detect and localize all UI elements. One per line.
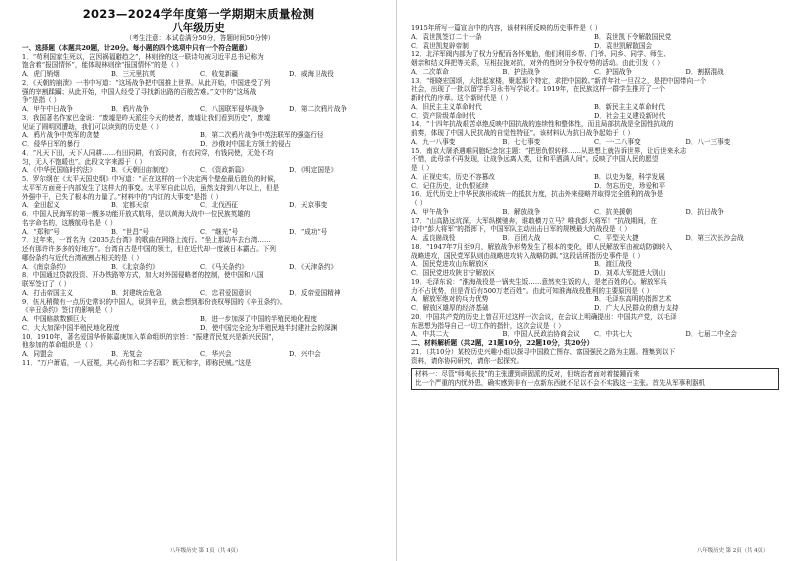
page-footer-2: 八年级历史 第 2页（共 4页） <box>697 548 769 554</box>
answer-option: B．百团大战 <box>502 234 541 242</box>
answer-option: D．《明定国是》 <box>289 166 338 175</box>
material-line: 材料一：尽管“师夷长技”的主张遭到顽固派的反对，但统治者面对着接踵而来 <box>415 370 640 379</box>
answer-options <box>411 330 777 339</box>
question-line: 1915年所写一篇宣言中的内容，该材料所反映的历史事件是（ ） <box>411 24 602 32</box>
answer-option: D．勿忘历史，珍爱和平 <box>594 181 666 190</box>
answer-option: A．虎门销烟 <box>22 70 60 78</box>
question-line: 《辛丑条约》签订的影响是（ ） <box>22 306 117 315</box>
answer-options <box>22 289 378 298</box>
answer-option: C．八国联军侵华战争 <box>200 105 265 113</box>
answer-options <box>411 295 777 304</box>
answer-option: A．袁世凯签订二十一条 <box>411 32 482 41</box>
answer-options <box>22 228 378 237</box>
answer-option: B．毛泽东高明的指挥艺术 <box>594 295 672 304</box>
answer-option: A．甲午战争 <box>411 207 449 216</box>
section-heading: 二、材料解析题（共2题，21题10分，22题10分，共20分） <box>411 339 594 347</box>
answer-options <box>411 103 777 112</box>
answer-option: B．封建统治危急 <box>111 288 163 297</box>
question-line: 17．“山高路远坑深，大军纵横驰奔，谁敢横刀立马？唯我彭大将军！”抗战期间，在 <box>411 216 657 225</box>
question-line: 匀，无人不饱暖也”。此段文字来源于（ ） <box>22 157 147 166</box>
question-line: 1．“苟利国家生死以，岂因祸福避趋之”，林则徐的这一联诗句被习近平总书记称为 <box>22 52 264 61</box>
question-line: 7．过年来，一首名为《2035去台湾》的歌曲在网络上流行。“坐上那动车去台湾…… <box>22 236 271 245</box>
answer-option: A．甲午中日战争 <box>22 105 73 113</box>
answer-option: C．《马关条约》 <box>200 262 248 271</box>
question-line: 见证了圆明园遭劫，我们可以读到的历史是（ ） <box>22 122 163 131</box>
answer-options <box>411 208 777 217</box>
question-line: 前奏，体现了中国人民抗战的自觉性特征”。该材料认为抗日战争起始于（ ） <box>411 129 635 137</box>
answer-option: C．平型关大捷 <box>594 234 639 242</box>
answer-options <box>411 112 777 121</box>
answer-options <box>22 201 378 210</box>
question-line: 太平军方面竟于内部发生了这样大的事变。太平军自此以后，虽然支持到八年以上，但是 <box>22 183 280 192</box>
answer-option: B．《天朝田亩制度》 <box>111 166 172 175</box>
answer-option: A．九一八事变 <box>411 137 456 146</box>
question-line: 10．1910年，著名爱国华侨陈嘉庚加入革命组织的宗旨：“振建青民复兴是新兴民国”， <box>22 332 279 341</box>
question-line: 还有那许许多多的好地方”。台湾自古是中国的领土，但在近代却一度被日本霸占。下列 <box>22 245 276 253</box>
question-line: 19．毛泽东说：“淮海战役是一锅夹生饭……意然夹生饭的人，是老百姓的心。解放军兵 <box>411 277 667 286</box>
answer-options <box>22 315 378 324</box>
question-line: 18．“1947年7月至9月，解放战争形势发生了根本的变化，即人民解放军由被动防御转入 <box>411 242 673 251</box>
answer-option: B．进一步加深了中国的半殖民地化程度 <box>200 315 317 323</box>
answer-options <box>22 105 378 114</box>
answer-option: A．中国赔款数额巨大 <box>22 315 87 323</box>
answer-option: A．同盟会 <box>22 350 54 358</box>
answer-options <box>22 324 378 333</box>
page-2 <box>397 0 794 561</box>
answer-option: A．正视史实，历史不容篡改 <box>411 172 495 181</box>
answer-option: C．中共七大 <box>594 330 633 339</box>
answer-option: C．记住历史，让仇恨延续 <box>411 181 489 190</box>
question-line: 不惜，此母亲不再发现，让战争远离人类，让和平洒满人间”。反映了中国人民的愿望 <box>411 155 659 164</box>
answer-option: B．定都天京 <box>111 201 149 210</box>
answer-option: A．《中华民国临时约法》 <box>22 166 96 175</box>
answer-option: C．《资政新篇》 <box>200 166 248 175</box>
answer-options <box>411 234 777 243</box>
question-line: 诗中“彭大将军”的指挥下，中国军队主动出击日军的规模最大的战役是（ ） <box>411 225 631 234</box>
answer-option: D．“成功”号 <box>289 227 328 236</box>
answer-option: D．《天津条约》 <box>289 262 338 271</box>
answer-option: D．威海卫战役 <box>289 70 334 78</box>
answer-option: B．袁世凯下令解散国民党 <box>594 32 672 41</box>
answer-options <box>411 138 777 147</box>
answer-option: D．社会主义建设新时代 <box>594 111 666 120</box>
question-line: 东思想为指导自己一切工作的指针，这次会议是（ ） <box>411 321 565 330</box>
answer-options <box>22 140 378 149</box>
answer-option: B．新民主主义革命时代 <box>594 102 665 111</box>
answer-option: D．第二次鸦片战争 <box>289 105 348 113</box>
answer-option: B．护法战争 <box>502 67 541 76</box>
answer-option: D．使中国完全沦为半殖民地半封建社会的深渊 <box>200 323 338 332</box>
answer-option: C．收复新疆 <box>200 70 239 78</box>
answer-option: D．袁世凯解散国会 <box>594 41 653 50</box>
question-line: 20．中国共产党的历史上曾召开过这样一次会议，在会议上明确提出：中国共产党，以毛泽 <box>411 312 677 321</box>
answer-option: D．沙俄对中国北方领土的侵占 <box>200 140 292 148</box>
answer-option: C．资产阶级革命时代 <box>411 111 476 120</box>
question-line: 9．伍凡稍微有一点历史常识的中国人，说到辛丑，就会想到那份丧权辱国的《辛丑条约》。 <box>22 297 287 306</box>
answer-option: A．孟良崮战役 <box>411 234 456 242</box>
question-line: 13．“细晓宏国颂，大批起家楼，聚起那个特定，求把中国救。”新青年社一旦召之，是把中国带向一个 <box>411 76 707 85</box>
question-line: 12．北洋军阀内部为了权力分配而各怀鬼胎，他们利用乡帮、门爷、同乡、同学、师生、 <box>411 50 670 59</box>
answer-option: D．天京事变 <box>289 201 328 210</box>
question-line: 战略进攻，国民党军队则由战略进攻转入战略防御。”这段话所指历史事件是（ ） <box>411 251 644 260</box>
answer-option: B．三元里抗英 <box>111 70 156 78</box>
answer-options <box>22 131 378 140</box>
answer-option: A．国民党进攻山东解放区 <box>411 260 489 269</box>
answer-option: C．护国战争 <box>594 67 633 76</box>
question-line: 2．《天朝的崩溃》一书中写道：“这场战争把中国推上世界。从此开始，中国进受了列 <box>22 78 271 87</box>
answer-option: A．解放军绝对的兵力优势 <box>411 295 489 304</box>
question-line: 社会，出现了一批以留学手习永书写学说才。1919年，在民族这样一群学生推开了一个 <box>411 85 666 94</box>
answer-options <box>411 269 777 278</box>
page-footer-1: 八年级历史 第 1页（共 4页） <box>170 548 242 554</box>
exam-title: 2023—2024学年度第一学期期末质量检测 <box>82 7 315 21</box>
answer-option: D．八一三事变 <box>685 137 731 146</box>
answer-option: A．旧民主主义革命时代 <box>411 102 482 111</box>
answer-option: D．第三次长沙会战 <box>685 234 744 242</box>
answer-option: C．北伐西征 <box>200 201 239 210</box>
answer-option: A．打击帝国主义 <box>22 288 73 297</box>
answer-option: D．刘邓大军挺进大别山 <box>594 269 666 277</box>
answer-option: C．侵华日军的暴行 <box>22 140 80 148</box>
answer-option: B．光复会 <box>111 350 143 358</box>
answer-option: C．一·二八事变 <box>594 137 641 146</box>
answer-option: D．反帝爱国精神 <box>289 288 341 297</box>
answer-option: C．抗美援朝 <box>594 207 633 216</box>
answer-option: C．解放区雄厚的经济基础 <box>411 304 489 312</box>
answer-option: B．中国人民政治协商会议 <box>502 330 580 339</box>
answer-options <box>22 263 378 272</box>
answer-options <box>411 68 777 77</box>
question-line: 新时代的序章。这个新时代是（ ） <box>411 94 513 102</box>
answer-option: C．大大加深中国半殖民地化程度 <box>22 323 120 332</box>
question-line: （ ） <box>411 199 427 207</box>
answer-options <box>411 33 777 42</box>
answer-option: D．割据混战 <box>685 67 724 76</box>
question-line: 6．中国人民海军的第一艘多功能开放式航母，是以黄海大战中一位民族英雄的 <box>22 210 251 218</box>
answer-option: A．鸦片战争中英军的贪婪 <box>22 131 100 140</box>
question-line: 21．（共10分）某校历史兴趣小组以探寻中国救亡图存、富国强民之路为主题。搜集到以下 <box>411 347 676 356</box>
material-box <box>411 368 779 390</box>
question-line: 外强中干，已失了根本的力量了。”材料中的“内讧的大事变”是指（ ） <box>22 192 223 201</box>
answer-options <box>22 350 378 359</box>
answer-option: C．国民党进攻陕甘宁解放区 <box>411 269 496 277</box>
answer-option: A．二次革命 <box>411 67 449 76</box>
answer-option: B．《北京条约》 <box>111 262 159 271</box>
answer-options <box>411 182 777 191</box>
question-line: 饱含着“报国情怀”，能体现林则徐“报国情怀”的是（ ） <box>22 61 183 70</box>
answer-option: A．中共二大 <box>411 330 449 339</box>
right-question-column <box>411 24 777 390</box>
answer-option: B．解放战争 <box>502 207 541 216</box>
answer-option: D．抗日战争 <box>685 207 724 216</box>
question-line: 14．“十四年抗战艰苦卓绝反映中国抗战的连续性和整体性，而且局部抗战是全国性抗战的 <box>411 120 674 129</box>
answer-option: B．鸦片战争 <box>111 105 149 113</box>
answer-option: C．“继光”号 <box>200 227 239 236</box>
answer-options <box>22 70 378 79</box>
answer-options <box>411 260 777 269</box>
question-line: 3．我国著名作家巴金说：“废墟是昨天派往今天的使者，废墟让我们看到历史”，废墟 <box>22 113 271 122</box>
question-line: 16．近代历史上中华民族形成统一的抵抗力度，抗击外来侵略并取得完全胜利的战争是 <box>411 190 664 199</box>
question-line: 争”是指（ ） <box>22 96 61 105</box>
answer-options <box>22 166 378 175</box>
answer-option: B．第二次鸦片战争中英法联军的强盗行径 <box>200 131 324 140</box>
answer-option: D．七届二中全会 <box>685 330 737 339</box>
answer-option: B．渡江战役 <box>594 260 632 269</box>
question-line: 5．罗尔纲在《太平天国史纲》中写道：“正在这样的一个决定两个壁垒最后胜负的时候， <box>22 175 281 183</box>
question-line: 姻亲和结义拜把等关系，互相拉拢对抗，对外的性时分争权夺势的活动。由此引发（ ） <box>411 59 664 67</box>
question-line: 资料，请你协同研究，请你一起探究。 <box>411 356 524 365</box>
left-question-column <box>22 34 378 368</box>
question-line: 他参加的革命组织是（ ） <box>22 341 97 350</box>
question-line: 8．中国通过贷款投资、开办铁路等方式，加大对外国侵略者的控制，使中国和八国 <box>22 271 264 280</box>
answer-option: C．忠君爱国意识 <box>200 288 252 297</box>
exam-subject: 八年级历史 <box>172 22 225 34</box>
question-line: 联军签订了（ ） <box>22 280 71 288</box>
answer-option: A．《南京条约》 <box>22 262 70 271</box>
material-line: 比一个严重的内忧外患，确实感到非有一点新东西就不足以不会不实践这一主张。首先从军事利器机 <box>415 379 706 387</box>
question-line: 哪份条约与近代台湾被割占相关的是（ ） <box>22 253 143 262</box>
answer-option: D．广大人民群众的鼎力支持 <box>594 304 679 312</box>
answer-option: C．华兴会 <box>200 350 232 358</box>
answer-option: D．兴中会 <box>289 350 321 358</box>
answer-option: B．以史为鉴，科学发展 <box>594 172 665 181</box>
answer-option: C．袁世凯复辟帝制 <box>411 41 469 50</box>
question-line: 名字命名的，这艘航母名是（ ） <box>22 218 117 227</box>
answer-option: A．金田起义 <box>22 201 60 210</box>
answer-option: A．“郑和”号 <box>22 227 60 236</box>
section-heading: 一、选择题（本题共20题，计20分。每小题的四个选项中只有一个符合题意） <box>22 43 252 52</box>
answer-options <box>411 173 777 182</box>
answer-option: B．七七事变 <box>502 137 541 146</box>
answer-options <box>411 42 777 51</box>
question-line: 强的宰割蹂躏；从此开始，中国人经受了寻找新出路的百般苦难。”文中的“这场战 <box>22 87 257 96</box>
question-line: 15．南京大屠杀遇难同胞纪念馆主题：“把思仇恨转移……从思想上就告诉世界，让后世来永志 <box>411 146 687 155</box>
answer-option: B．“世昌”号 <box>111 227 149 236</box>
question-line: 是（ ） <box>411 164 433 172</box>
exam-note: （考生注意：本试卷满分50分，答题时间50分钟） <box>125 34 275 42</box>
question-line: 11．“万户萧盾，一人冠冕，其心尚有和二字否耶？既无和字，即称民贼。”这是 <box>22 358 252 367</box>
answer-options <box>411 304 777 313</box>
question-line: 4．“凡天下田，天下人同耕……有田同耕，有饭同食，有衣同穿，有钱同使，无处不均 <box>22 148 274 157</box>
question-line: 力不占优势，但是背后有500万老百姓”。由此可知淮海战役胜利的主要原因是（ ） <box>411 286 654 295</box>
